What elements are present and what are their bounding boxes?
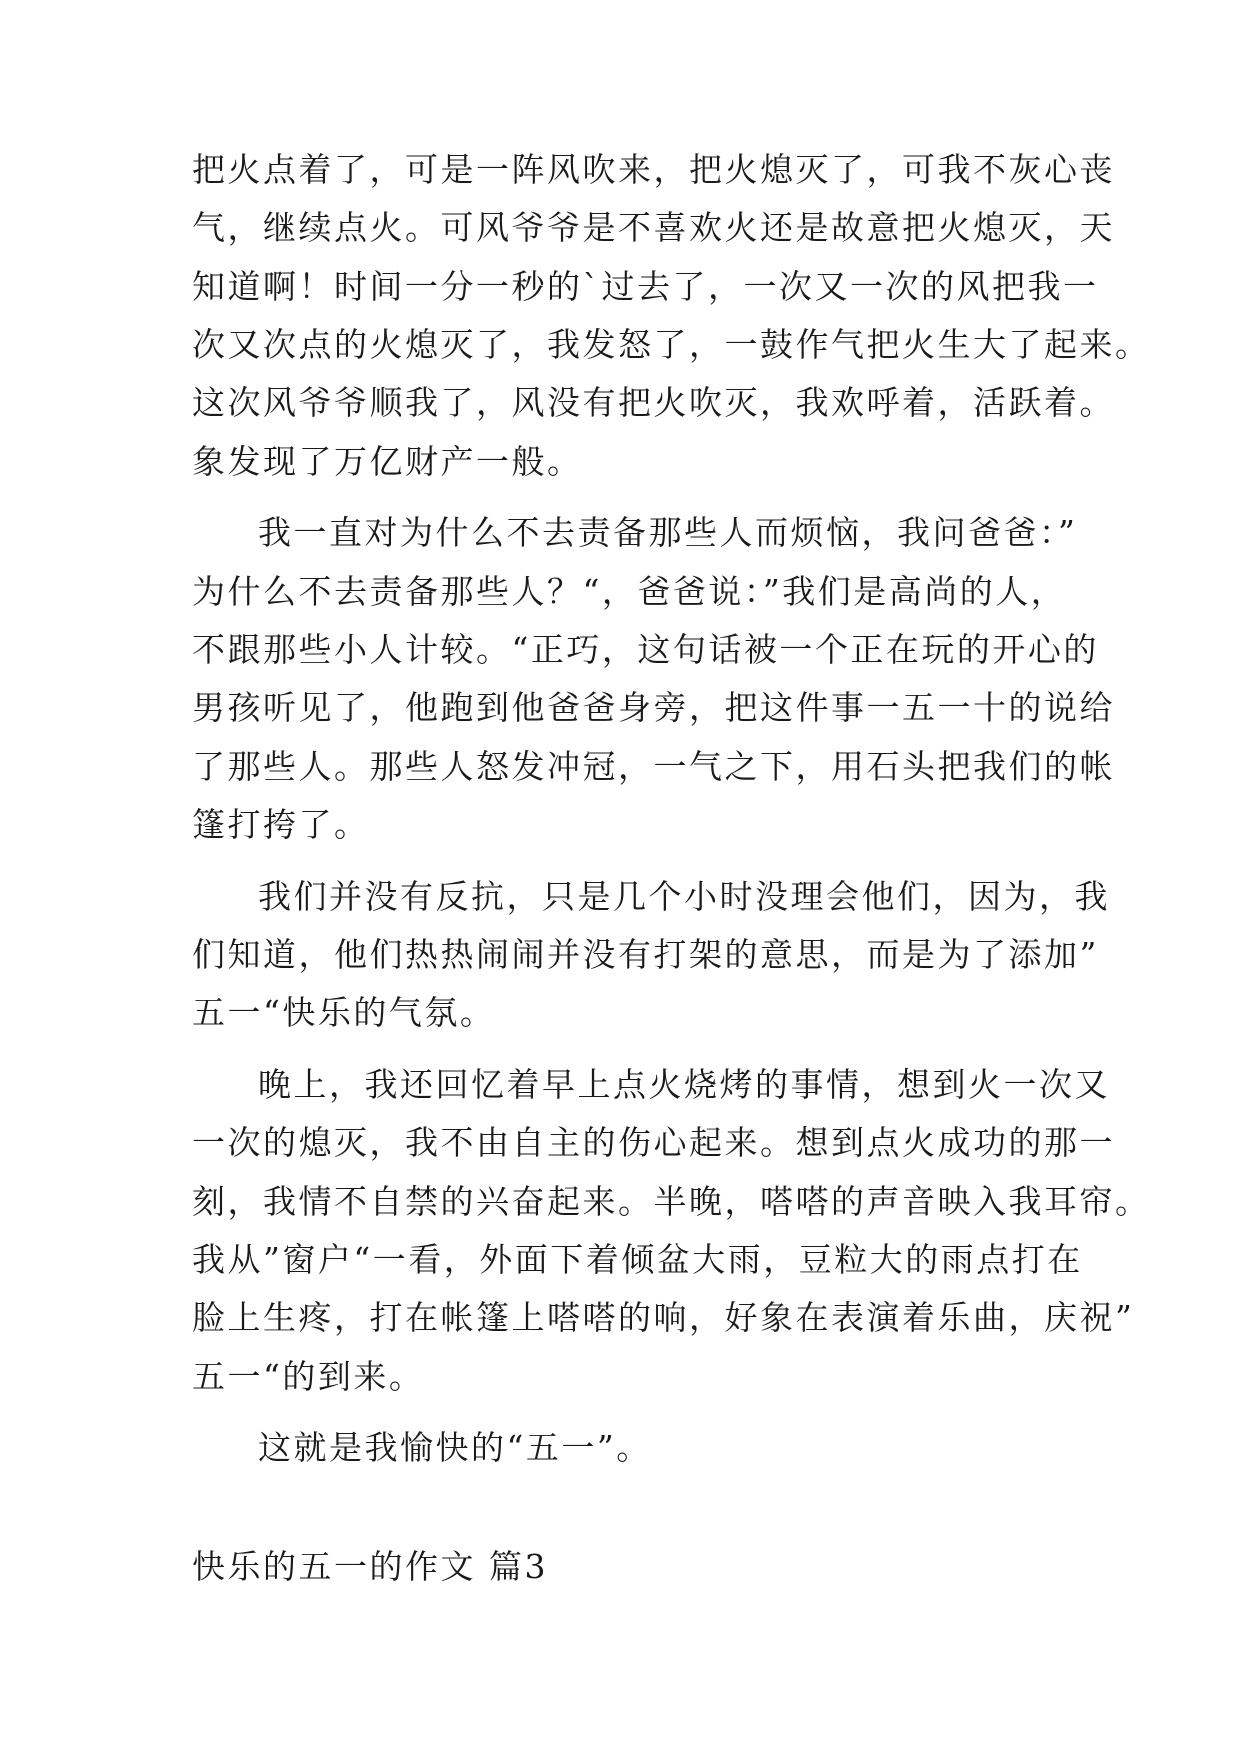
text-line: 象发现了万亿财产一般。 (192, 442, 583, 481)
text-line: 五一“快乐的气氛。 (192, 993, 496, 1032)
text-line: 篷打挎了。 (192, 805, 370, 844)
text-line: 次又次点的火熄灭了，我发怒了，一鼓作气把火生大了起来。 (192, 325, 1151, 364)
text-line: 知道啊！时间一分一秒的`过去了，一次又一次的风把我一 (192, 267, 1099, 306)
text-line: 们知道，他们热热闹闹并没有打架的意思，而是为了添加” (192, 935, 1099, 974)
text-line: 一次的熄灭，我不由自主的伤心起来。想到点火成功的那一 (192, 1123, 1115, 1162)
text-line: 把火点着了，可是一阵风吹来，把火熄灭了，可我不灰心丧 (192, 150, 1115, 189)
text-line: 气，继续点火。可风爷爷是不喜欢火还是故意把火熄灭，天 (192, 208, 1115, 247)
text-line: 男孩听见了，他跑到他爸爸身旁，把这件事一五一十的说给 (192, 688, 1115, 727)
text-line: 为什么不去责备那些人？“，爸爸说：”我们是高尚的人， (192, 572, 1067, 611)
text-line: 晚上，我还回忆着早上点火烧烤的事情，想到火一次又 (258, 1065, 1110, 1104)
text-line: 不跟那些小人计较。“正巧，这句话被一个正在玩的开心的 (192, 630, 1099, 669)
text-line: 脸上生疼，打在帐篷上嗒嗒的响，好象在表演着乐曲，庆祝” (192, 1298, 1135, 1337)
text-line: 五一“的到来。 (192, 1357, 425, 1396)
text-line: 我们并没有反抗，只是几个小时没理会他们，因为，我 (258, 877, 1110, 916)
text-line: 我从”窗户“一看，外面下着倾盆大雨，豆粒大的雨点打在 (192, 1240, 1083, 1279)
text-line: 这次风爷爷顺我了，风没有把火吹灭，我欢呼着，活跃着。 (192, 383, 1115, 422)
section-heading: 快乐的五一的作文 篇3 (192, 1547, 548, 1586)
text-line: 这就是我愉快的“五一”。 (258, 1428, 652, 1467)
text-line: 我一直对为什么不去责备那些人而烦恼，我问爸爸：” (258, 513, 1078, 552)
text-line: 了那些人。那些人怒发冲冠，一气之下，用石头把我们的帐 (192, 747, 1115, 786)
text-line: 刻，我情不自禁的兴奋起来。半晚，嗒嗒的声音映入我耳帘。 (192, 1182, 1151, 1221)
